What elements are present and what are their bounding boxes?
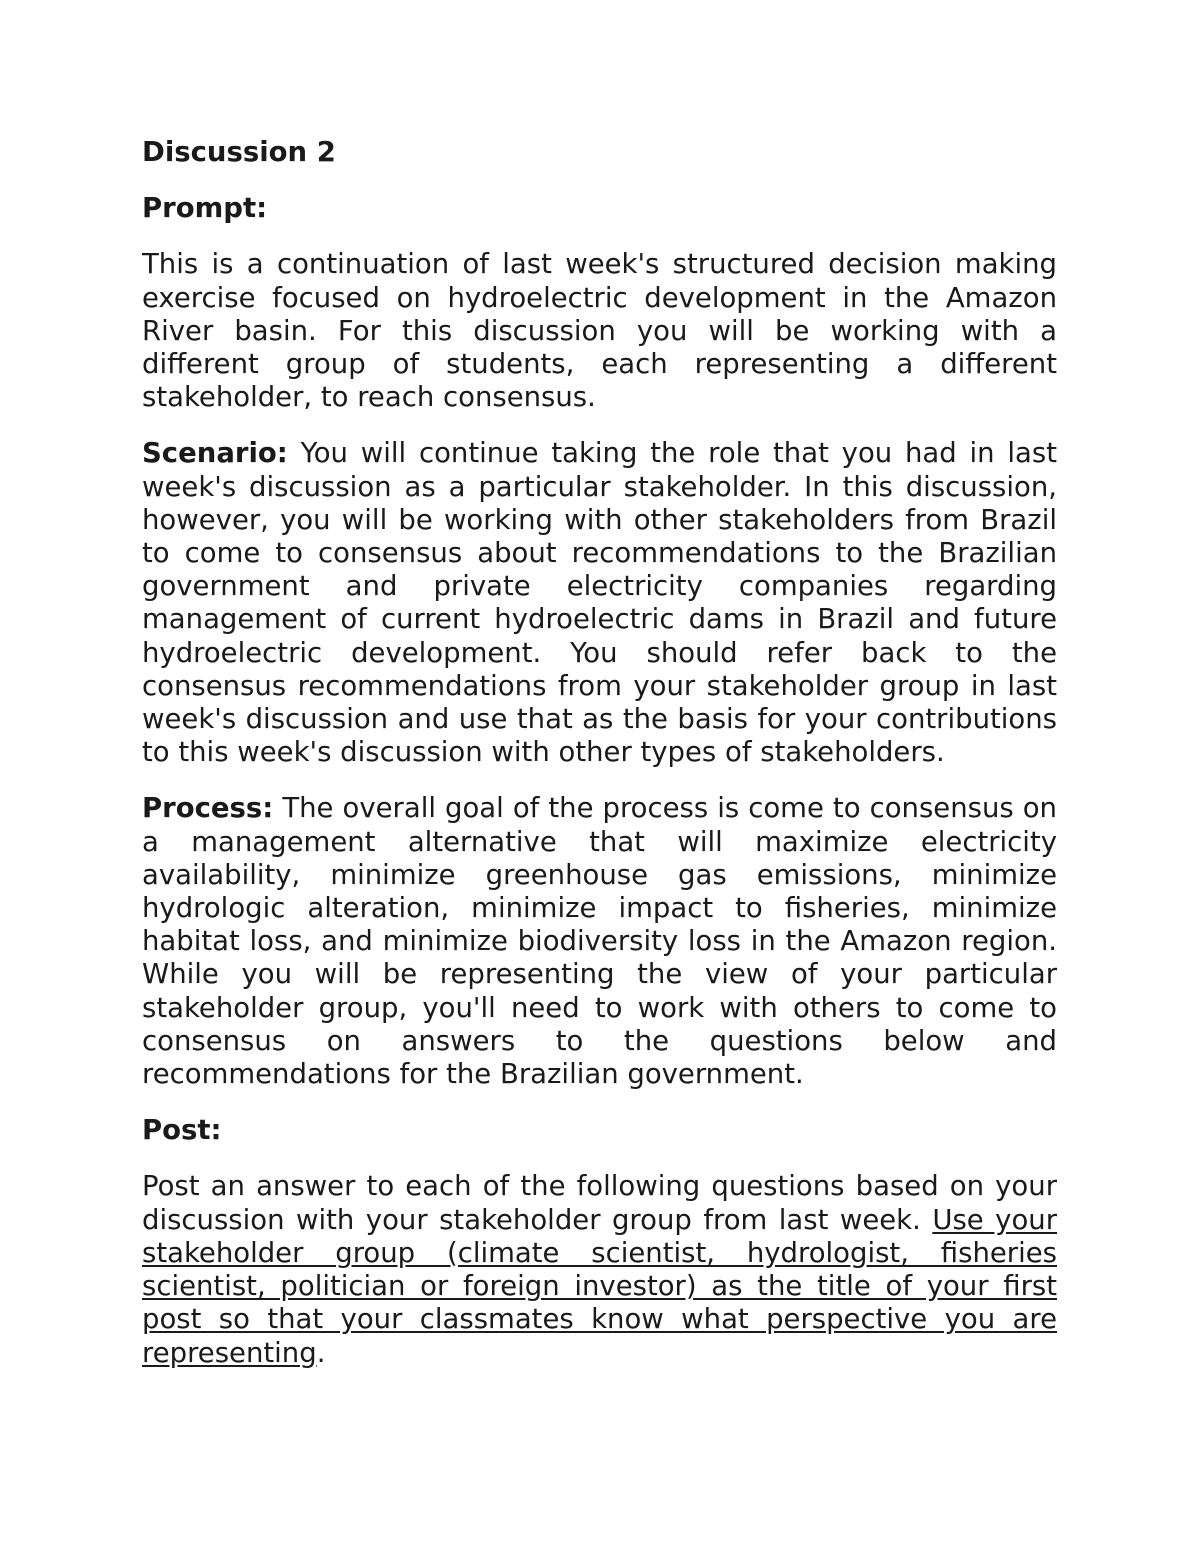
process-text: The overall goal of the process is come to consensus on a management alternative that will maximize electricity availability, minimize greenhouse gas emissions, minimize hydrologic alteration, minimize impact to fisheries, minimize habitat loss, and minimize biodiversity loss in the Amazon region. While you will be representing the view of your particular stakeholder group, you'll need to work with others to come to consensus on answers to the questions below and recommendations for the Brazilian government. <box>142 792 1057 1091</box>
document-page <box>142 136 1057 1393</box>
document-title: Discussion 2 <box>142 136 336 168</box>
post-end: . <box>316 1336 326 1369</box>
process-label: Process: <box>142 792 274 825</box>
prompt-paragraph <box>142 248 1057 414</box>
post-paragraph <box>142 1170 1057 1369</box>
prompt-heading: Prompt: <box>142 192 268 225</box>
scenario-label: Scenario: <box>142 437 288 470</box>
prompt-text: This is a continuation of last week's structured decision making exercise focused on hydroelectric development in the Amazon River basin. For this discussion you will be working with a different group of students, each representing a different stakeholder, to reach consensus. <box>142 248 1057 414</box>
post-text: Post an answer to each of the following questions based on your discussion with your stakeholder group from last week. <box>142 1170 1057 1236</box>
process-paragraph <box>142 792 1057 1091</box>
post-heading: Post: <box>142 1114 222 1147</box>
scenario-paragraph <box>142 437 1057 769</box>
scenario-text: You will continue taking the role that you had in last week's discussion as a particular stakeholder. In this discussion, however, you will be working with other stakeholders from Brazil to come to consensus about recommendations to the Brazilian government and private electricity companies regarding management of current hydroelectric dams in Brazil and future hydroelectric development. You should refer back to the consensus recommendations from your stakeholder group in last week's discussion and use that as the basis for your contributions to this week's discussion with other types of stakeholders. <box>142 437 1057 769</box>
post-underlined-instruction: Use your stakeholder group (climate scientist, hydrologist, fisheries scientist, politician or foreign investor) as the title of your first post so that your classmates know what perspective you are representing <box>142 1203 1058 1369</box>
